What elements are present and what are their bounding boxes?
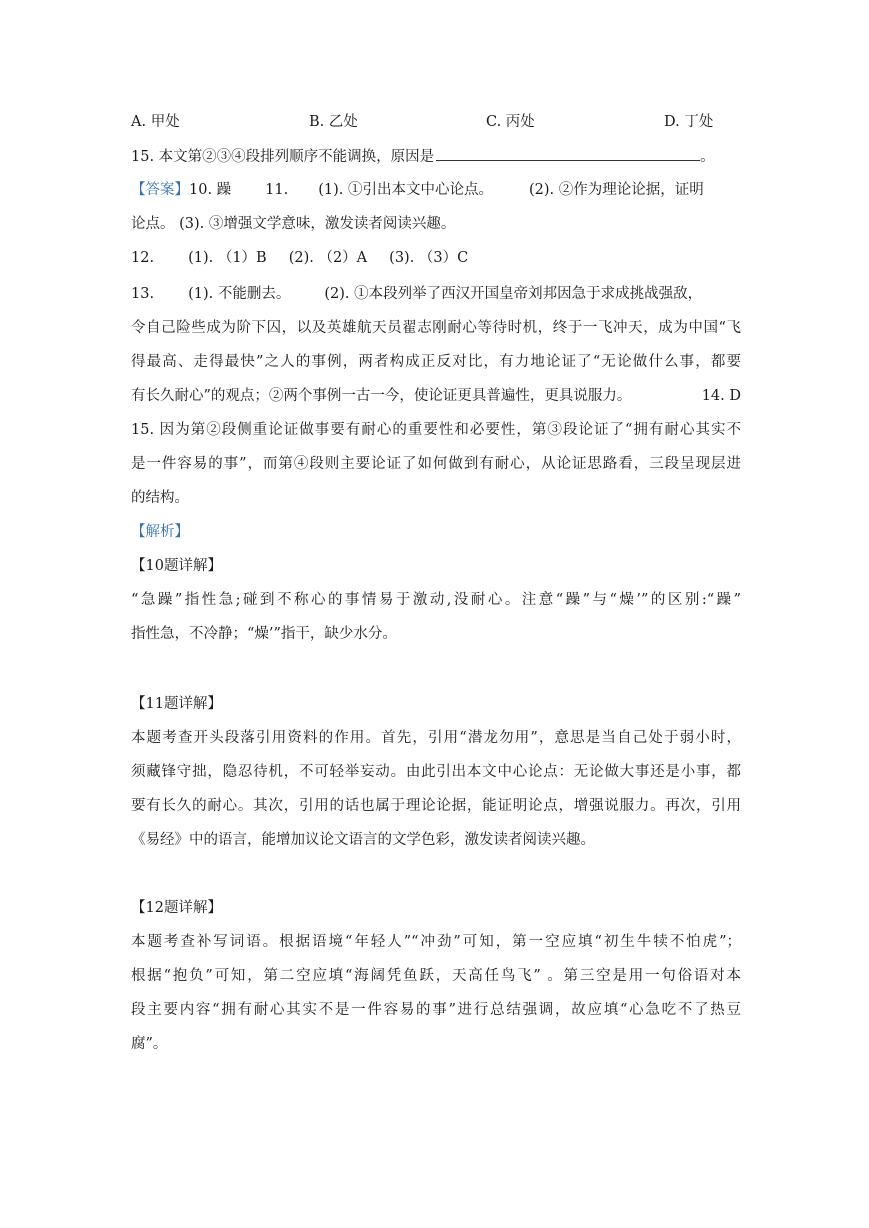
answer-line-3 <box>131 248 741 268</box>
answer-14: 14. D <box>701 388 741 404</box>
option-c: C. 丙处 <box>486 114 535 130</box>
option-b: B. 乙处 <box>309 114 358 130</box>
section-12-line-4: 腐”。 <box>131 1036 168 1052</box>
answer-12-part-2: (2). （2）A <box>288 250 368 266</box>
section-11-line-2: 须藏锋守拙，隐忍待机，不可轻举妄动。由此引出本文中心论点：无论做大事还是小事，都 <box>131 764 741 780</box>
answer-11-label: 11. <box>265 182 289 198</box>
answer-12-part-1: (1). （1）B <box>188 250 267 266</box>
answer-line-6: 得最高、走得最快”之人的事例，两者构成正反对比，有力地论证了“无论做什么事，都要 <box>131 354 741 370</box>
answer-11-part-2: (2). ②作为理论论据，证明 <box>529 182 704 198</box>
answer-line-1 <box>131 180 741 200</box>
answer-blank <box>436 146 700 161</box>
section-11-line-1: 本题考查开头段落引用资料的作用。首先，引用“潜龙勿用”，意思是当自己处于弱小时， <box>131 730 741 746</box>
section-12-line-1: 本题考查补写词语。根据语境“年轻人”“冲劲”可知，第一空应填“初生牛犊不怕虎”； <box>131 934 741 950</box>
section-11-line-3: 要有长久的耐心。其次，引用的话也属于理论论据，能证明论点，增强说服力。再次，引用 <box>131 798 741 814</box>
section-12-line-3: 段主要内容“拥有耐心其实不是一件容易的事”进行总结强调，故应填“心急吃不了热豆 <box>131 1002 741 1018</box>
option-a: A. 甲处 <box>131 114 180 130</box>
answer-12-part-3: (3). （3）C <box>389 250 469 266</box>
answer-13-part-2: (2). ①本段列举了西汉开国皇帝刘邦因急于求成挑战强敌， <box>324 286 703 302</box>
section-10-title: 【10题详解】 <box>131 558 222 574</box>
answer-line-9: 是一件容易的事”，而第④段则主要论证了如何做到有耐心，从论证思路看，三段呈现层进 <box>131 456 741 472</box>
question-15-end: 。 <box>700 149 715 165</box>
answer-line-4 <box>131 284 741 304</box>
answer-line-10: 的结构。 <box>131 490 189 506</box>
answer-13-text-end: 有长久耐心”的观点；②两个事例一古一今，使论证更具普遍性，更具说服力。 <box>131 388 632 404</box>
answer-line-5: 令自己险些成为阶下囚，以及英雄航天员翟志刚耐心等待时机，终于一飞冲天，成为中国“飞 <box>131 320 741 336</box>
answer-tag: 【答案】 <box>131 182 189 198</box>
section-11-line-4: 《易经》中的语言，能增加议论文语言的文学色彩，激发读者阅读兴趣。 <box>131 832 595 848</box>
section-10-line-1: “急躁”指性急;碰到不称心的事情易于激动,没耐心。注意“躁”与“燥’”的区别:“躁” <box>131 592 741 608</box>
question-15-prompt: 15. 本文第②③④段排列顺序不能调换，原因是 <box>131 149 435 165</box>
section-12-title: 【12题详解】 <box>131 900 222 916</box>
section-12-line-2: 根据“抱负”可知，第二空应填“海阔凭鱼跃，天高任鸟飞” 。第三空是用一句俗语对本 <box>131 968 741 984</box>
section-10-line-2: 指性急，不冷静；“燥’”指干，缺少水分。 <box>131 626 397 642</box>
answer-line-7 <box>131 386 741 406</box>
analysis-tag: 【解析】 <box>131 524 189 540</box>
answer-13-part-1: (1). 不能删去。 <box>188 286 291 302</box>
answer-line-8: 15. 因为第②段侧重论证做事要有耐心的重要性和必要性，第③段论证了“拥有耐心其实不 <box>131 422 741 438</box>
question-15 <box>131 146 741 167</box>
answer-10: 10. 躁 <box>189 182 232 198</box>
answer-line-2: 论点。 (3). ③增强文学意味，激发读者阅读兴趣。 <box>131 216 456 232</box>
section-11-title: 【11题详解】 <box>131 696 222 712</box>
option-d: D. 丁处 <box>664 114 714 130</box>
answer-13-label: 13. <box>131 286 155 302</box>
answer-11-part-1: (1). ①引出本文中心论点。 <box>318 182 493 198</box>
answer-12-label: 12. <box>131 250 155 266</box>
